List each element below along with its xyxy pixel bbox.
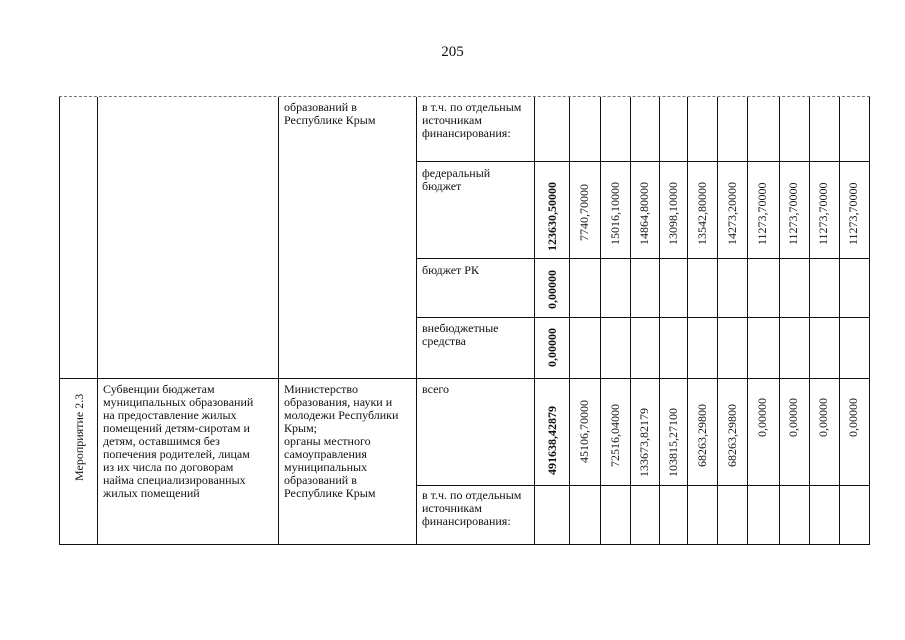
col-line: [630, 97, 631, 545]
year-value: 13098,10000: [666, 182, 680, 245]
measure-executor: Министерство образования, науки и молодежи Республики Крым; органы местного самоуправления муниципальных образований в Республике Крым: [284, 382, 399, 500]
col-line: [600, 97, 601, 545]
year-value: 11273,70000: [755, 182, 769, 245]
year-value: 103815,27100: [666, 408, 680, 477]
year-value: 14273,20000: [725, 182, 739, 245]
col-line: [59, 97, 60, 545]
executor-cell: образований в Республике Крым: [284, 100, 376, 127]
col-line: [416, 97, 417, 545]
page-number: 205: [441, 44, 464, 60]
measure-id: Мероприятие 2.3: [72, 393, 86, 481]
total-value: 0,00000: [545, 328, 559, 367]
financing-table: [59, 96, 870, 545]
measure-name: Субвенции бюджетам муниципальных образований на предоставление жилых помещений детям-сиротам и детям, оставшимся без попечения родителей, лицам из их числа по договорам найма специализированных жилых помещений: [103, 382, 254, 500]
col-line: [659, 97, 660, 545]
col-line: [97, 97, 98, 545]
col-line: [869, 97, 870, 545]
table-bottom-line: [59, 544, 870, 545]
col-line: [717, 97, 718, 545]
col-line: [809, 97, 810, 545]
year-value: 133673,82179: [637, 408, 651, 477]
row-line: [416, 485, 870, 486]
col-line: [839, 97, 840, 545]
source-cell: внебюджетные средства: [422, 321, 499, 348]
year-value: 0,00000: [786, 398, 800, 437]
col-line: [687, 97, 688, 545]
col-line: [569, 97, 570, 545]
source-cell: федеральный бюджет: [422, 166, 491, 193]
row-line: [416, 317, 870, 318]
source-cell: в т.ч. по отдельным источникам финансирования:: [422, 488, 522, 528]
source-cell: в т.ч. по отдельным источникам финансирования:: [422, 100, 522, 140]
col-line: [747, 97, 748, 545]
year-value: 68263,29800: [725, 404, 739, 467]
block-line: [59, 378, 870, 379]
year-value: 15016,10000: [608, 182, 622, 245]
total-value: 491638,42879: [545, 406, 559, 475]
col-line: [779, 97, 780, 545]
year-value: 13542,80000: [695, 182, 709, 245]
col-line: [278, 97, 279, 545]
col-line: [534, 97, 535, 545]
year-value: 0,00000: [816, 398, 830, 437]
year-value: 11273,70000: [846, 182, 860, 245]
year-value: 68263,29800: [695, 404, 709, 467]
year-value: 0,00000: [755, 398, 769, 437]
row-line: [416, 161, 870, 162]
year-value: 0,00000: [846, 398, 860, 437]
year-value: 72516,04000: [608, 404, 622, 467]
year-value: 7740,70000: [577, 184, 591, 241]
source-cell: всего: [422, 382, 450, 396]
year-value: 11273,70000: [816, 182, 830, 245]
year-value: 14864,80000: [637, 182, 651, 245]
total-value: 0,00000: [545, 270, 559, 309]
year-value: 45106,70000: [577, 400, 591, 463]
total-value: 123630,50000: [545, 182, 559, 251]
row-line: [416, 258, 870, 259]
year-value: 11273,70000: [786, 182, 800, 245]
source-cell: бюджет РК: [422, 263, 479, 277]
